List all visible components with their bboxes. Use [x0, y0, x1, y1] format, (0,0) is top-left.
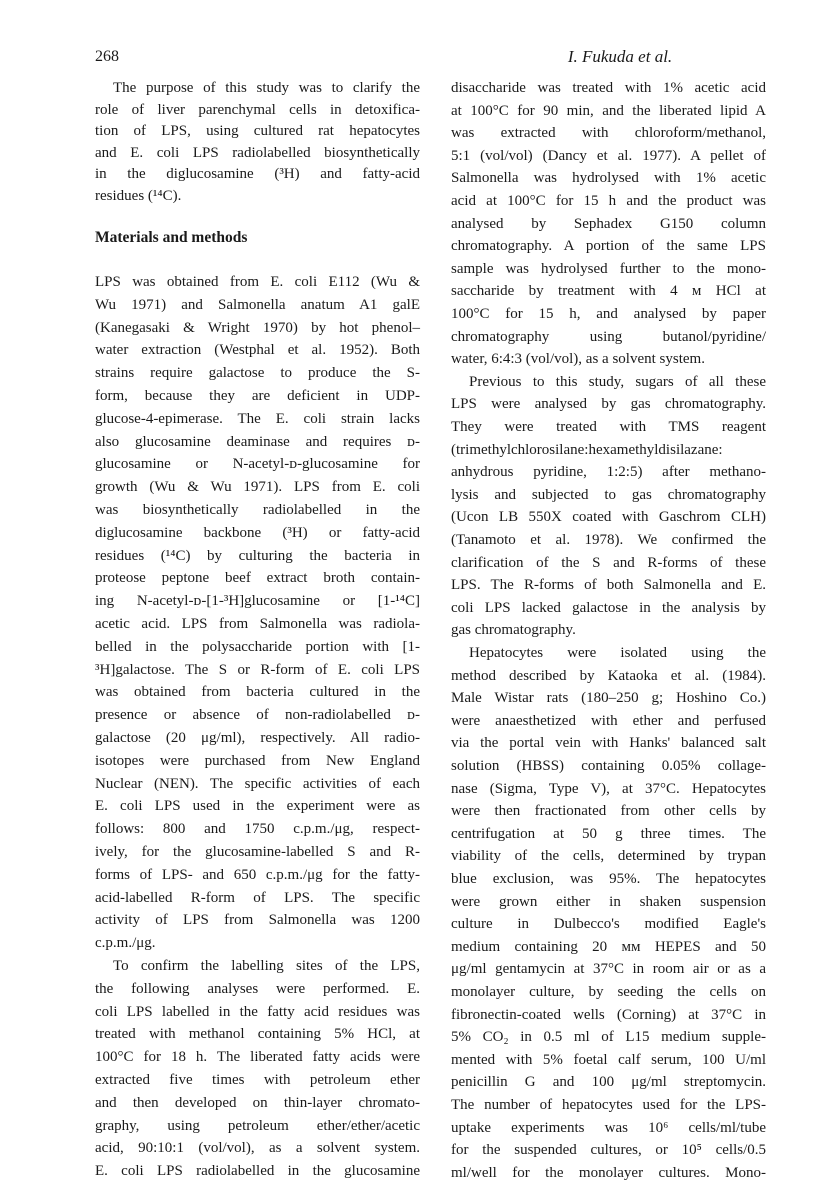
text-line: ³H]galactose. The S or R-form of E. coli LPS [95, 661, 420, 678]
text-line: water extraction (Westphal et al. 1952). Both [95, 342, 420, 359]
text-line: (Ucon LB 550X coated with Gaschrom CLH) [451, 509, 766, 526]
text-line: follows: 800 and 1750 c.p.m./μg, respect- [95, 821, 420, 838]
text-line: for the suspended cultures, or 10⁵ cells/0.5 [451, 1142, 766, 1159]
text-line: (trimethylchlorosilane:hexamethyldisilazane: [451, 441, 723, 458]
text-line: Nuclear (NEN). The specific activities of each [95, 775, 420, 792]
text-line: water, 6:4:3 (vol/vol), as a solvent system. [451, 351, 705, 368]
text-line: (Tanamoto et al. 1978). We confirmed the [451, 532, 766, 548]
text-line: 5:1 (vol/vol) (Dancy et al. 1977). A pellet of [451, 147, 766, 164]
text-line: LPS. The R-forms of both Salmonella and E. [451, 577, 766, 594]
text-line: Male Wistar rats (180–250 g; Hoshino Co.) [451, 690, 766, 707]
text-line: was extracted with chloroform/methanol, [451, 125, 766, 142]
text-line: LPS was obtained from E. coli E112 (Wu & [95, 274, 420, 290]
text-line: diglucosamine backbone (³H) or fatty-acid [95, 524, 420, 541]
text-line: was obtained from bacteria cultured in the [95, 684, 420, 701]
text-line: The purpose of this study was to clarify the [113, 80, 420, 96]
text-line: anhydrous pyridine, 1:2:5) after methano- [451, 464, 766, 481]
text-line: the following analyses were performed. E. [95, 980, 420, 997]
text-line: strains require galactose to produce the S- [95, 365, 420, 382]
text-line: blue exclusion, was 95%. The hepatocytes [451, 871, 766, 887]
text-line: μg/ml gentamycin at 37°C in room air or as a [451, 961, 766, 978]
text-line: residues (¹⁴C). [95, 188, 182, 204]
text-line: E. coli LPS used in the experiment were as [95, 798, 420, 815]
text-line: growth (Wu & Wu 1971). LPS from E. coli [95, 479, 420, 496]
text-line: Hepatocytes were isolated using the [469, 645, 766, 661]
text-line: Wu 1971) and Salmonella anatum A1 galE [95, 296, 420, 313]
text-line: ing N-acetyl-ᴅ-[1-³H]glucosamine or [1-¹⁴C] [95, 593, 420, 610]
text-line: chromatography using butanol/pyridine/ [451, 328, 766, 345]
text-line: residues (¹⁴C) by culturing the bacteria in [95, 547, 420, 564]
text-line: LPS were analysed by gas chromatography. [451, 396, 766, 413]
text-line: acid at 100°C for 15 h and the product was [451, 193, 766, 209]
text-line: chromatography. A portion of the same LPS [451, 238, 766, 255]
text-line: To confirm the labelling sites of the LPS, [113, 958, 420, 974]
text-line: was biosynthetically radiolabelled in the [95, 502, 420, 518]
text-line: extracted five times with petroleum ether [95, 1072, 420, 1088]
text-line: method described by Kataoka et al. (1984). [451, 667, 766, 684]
text-line: role of liver parenchymal cells in detoxifica- [95, 101, 420, 118]
text-line: belled in the polysaccharide portion with [1- [95, 638, 420, 655]
text-line: forms of LPS- and 650 c.p.m./μg for the fatty- [95, 866, 420, 883]
text-line: 5% CO₂ in 0.5 ml of L15 medium supple- [451, 1029, 766, 1046]
text-line: sample was hydrolysed further to the mono- [451, 260, 766, 277]
text-line: isotopes were purchased from New England [95, 752, 420, 769]
text-line: were anaesthetized with ether and perfused [451, 712, 766, 729]
text-line: also glucosamine deaminase and requires ᴅ- [95, 433, 420, 450]
text-line: 100°C for 15 h, and analysed by paper [451, 306, 766, 322]
text-line: lysis and subjected to gas chromatography [451, 486, 766, 503]
text-line: clarification of the S and R-forms of these [451, 554, 766, 571]
text-line: disaccharide was treated with 1% acetic acid [451, 80, 766, 96]
text-line: culture in Dulbecco's modified Eagle's [451, 916, 766, 933]
text-line: gas chromatography. [451, 622, 576, 639]
text-line: galactose (20 μg/ml), respectively. All radio- [95, 730, 420, 746]
text-line: uptake experiments was 10⁶ cells/ml/tube [451, 1119, 766, 1136]
text-line: activity of LPS from Salmonella was 1200 [95, 912, 420, 929]
text-line: were then fractionated from other cells by [451, 803, 766, 820]
text-line: 100°C for 18 h. The liberated fatty acids were [95, 1049, 420, 1066]
text-line: c.p.m./μg. [95, 935, 156, 952]
text-line: The number of hepatocytes used for the LPS- [451, 1097, 766, 1113]
text-line: mented with 5% foetal calf serum, 100 U/ml [451, 1051, 766, 1068]
text-line: acid-labelled R-form of LPS. The specific [95, 889, 420, 906]
text-line: treated with methanol containing 5% HCl, at [95, 1026, 420, 1043]
text-line: solution (HBSS) containing 0.05% collage- [451, 758, 766, 774]
text-line: centrifugation at 50 g three times. The [451, 825, 766, 842]
text-line: Previous to this study, sugars of all these [469, 373, 766, 390]
text-line: Salmonella was hydrolysed with 1% acetic [451, 170, 766, 187]
text-line: coli LPS lacked galactose in the analysis by [451, 599, 766, 616]
text-line: nase (Sigma, Type V), at 37°C. Hepatocytes [451, 780, 766, 797]
text-line: E. coli LPS radiolabelled in the glucosamine [95, 1163, 420, 1180]
text-line: were grown either in shaken suspension [451, 893, 766, 910]
text-line: in the diglucosamine (³H) and fatty-acid [95, 166, 420, 183]
section-heading: Materials and methods [95, 229, 248, 246]
text-line: fibronectin-coated wells (Corning) at 37°C in [451, 1006, 766, 1023]
page-number: 268 [95, 48, 119, 65]
text-line: acid, 90:10:1 (vol/vol), as a solvent system. [95, 1140, 420, 1157]
text-line: form, because they are deficient in UDP- [95, 388, 420, 404]
text-line: graphy, using petroleum ether/ether/acetic [95, 1117, 420, 1134]
text-line: (Kanegasaki & Wright 1970) by hot phenol– [95, 319, 420, 336]
text-line: monolayer culture, by seeding the cells on [451, 984, 766, 1000]
text-line: and E. coli LPS radiolabelled biosynthetically [95, 144, 420, 161]
text-line: saccharide by treatment with 4 ᴍ HCl at [451, 283, 766, 300]
text-line: ively, for the glucosamine-labelled S and R- [95, 844, 420, 860]
text-line: analysed by Sephadex G150 column [451, 215, 766, 232]
text-line: medium containing 20 ᴍᴍ HEPES and 50 [451, 938, 766, 955]
text-line: tion of LPS, using cultured rat hepatocytes [95, 123, 420, 140]
text-line: ml/well for the monolayer cultures. Mono- [451, 1164, 766, 1181]
text-line: glucose-4-epimerase. The E. coli strain lacks [95, 410, 420, 427]
text-line: glucosamine or N-acetyl-ᴅ-glucosamine for [95, 456, 420, 473]
text-line: viability of the cells, determined by trypan [451, 848, 766, 865]
text-line: via the portal vein with Hanks' balanced salt [451, 735, 766, 752]
text-line: proteose peptone beef extract broth contain- [95, 570, 420, 587]
text-line: presence or absence of non-radiolabelled ᴅ- [95, 707, 420, 724]
running-head: I. Fukuda et al. [567, 47, 673, 66]
text-line: and then developed on thin-layer chromato- [95, 1094, 420, 1111]
text-line: penicillin G and 100 μg/ml streptomycin. [451, 1074, 766, 1091]
text-line: at 100°C for 90 min, and the liberated lipid A [451, 102, 766, 119]
text-line: They were treated with TMS reagent [451, 419, 766, 435]
text-line: coli LPS labelled in the fatty acid residues was [95, 1003, 420, 1020]
text-line: acetic acid. LPS from Salmonella was radiola- [95, 616, 420, 632]
